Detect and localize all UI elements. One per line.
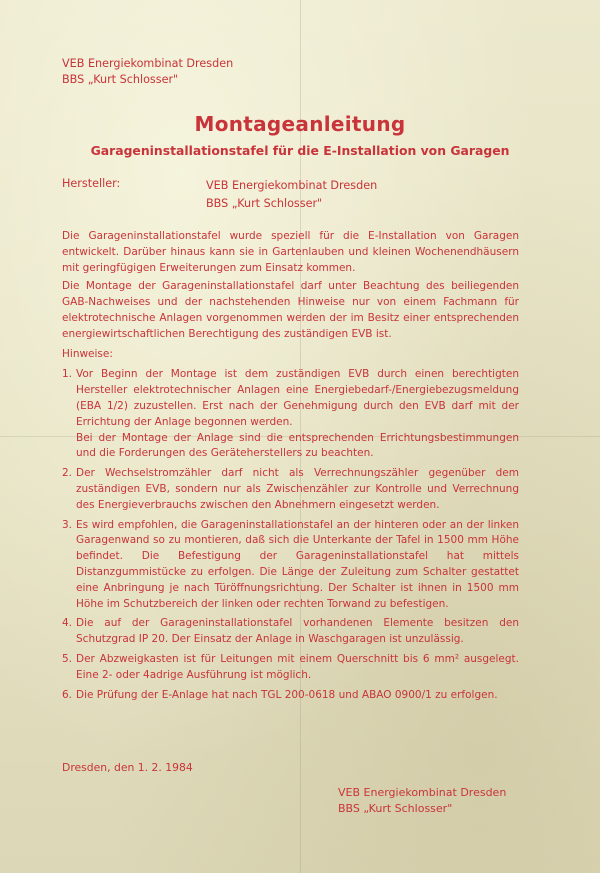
hint-text: Es wird empfohlen, die Garageninstallationstafel an der hinteren oder an der linken Garagenwand so zu montieren, daß sich die Unterkante der Tafel in 1500 mm Höhe befindet. Die Befestigung der Garageninstallationstafel hat mittels Distanzgummistücke zu erfolgen. Die Länge der Zuleitung zum Schalter gestattet eine Anbringung je nach Türöffnungsrichtung. Der Schalter ist ihnen in 1500 mm Höhe im Schutzbereich der linken oder rechten Torwand zu befestigen. — [76, 518, 519, 610]
hint-text: Vor Beginn der Montage ist dem zuständigen EVB durch einen berechtigten Hersteller elektrotechnischer Anlagen eine Energiebedarf-/Energiebezugsmeldung (EBA 1/2) zuzustellen. Erst nach der Genehmigung durch den EVB darf mit der Errichtung der Anlage begonnen werden. — [76, 368, 519, 428]
document-subtitle: Garageninstallationstafel für die E-Installation von Garagen — [90, 143, 510, 158]
hint-item — [62, 518, 519, 613]
hint-text-continued: Bei der Montage der Anlage sind die entsprechenden Errichtungsbestimmungen und die Forderungen des Geräteherstellers zu beachten. — [76, 431, 519, 460]
hint-item — [62, 652, 519, 684]
document-title: Montageanleitung — [194, 112, 406, 136]
hints-heading: Hinweise: — [62, 347, 113, 360]
hint-number: 5. — [62, 652, 73, 665]
hint-text: Der Wechselstromzähler darf nicht als Verrechnungszähler gegenüber dem zuständigen EVB, sondern nur als Zwischenzähler zur Kontrolle und Verrechnung des Energieverbrauchs zwischen den Abnehmern eingesetzt werden. — [76, 467, 519, 511]
intro-paragraph: Die Garageninstallationstafel wurde speziell für die E-Installation von Garagen entwickelt. Darüber hinaus kann sie in Gartenlauben und kleinen Wochenendhäusern mit geringfügigen Erweiterungen zum Einsatz kommen. — [62, 230, 519, 274]
sender-block — [62, 56, 233, 88]
producer-block — [206, 177, 377, 213]
hint-text: Die Prüfung der E-Anlage hat nach TGL 200-0618 und ABAO 0900/1 zu erfolgen. — [76, 688, 498, 701]
hint-text: Die auf der Garageninstallationstafel vorhandenen Elemente besitzen den Schutzgrad IP 20. Der Einsatz der Anlage in Waschgaragen ist unzulässig. — [76, 617, 519, 646]
sender-line-2: BBS „Kurt Schlosser" — [62, 73, 179, 86]
signature-line-1: VEB Energiekombinat Dresden — [338, 786, 507, 799]
hint-number: 6. — [62, 688, 73, 701]
hint-number: 2. — [62, 467, 73, 480]
producer-label: Hersteller: — [62, 177, 121, 190]
hint-item — [62, 616, 519, 648]
hint-item — [62, 367, 519, 462]
document-date: Dresden, den 1. 2. 1984 — [62, 761, 193, 774]
hint-number: 4. — [62, 617, 73, 630]
montage-paragraph: Die Montage der Garageninstallationstafel darf unter Beachtung des beiliegenden GAB-Nachweises und der nachstehenden Hinweise nur von einem Fachmann für elektrotechnische Anlagen vorgenommen werden der im Besitz einer entsprechenden energiewirtschaftlichen Berechtigung des zuständigen EVB ist. — [62, 280, 519, 340]
hint-text: Der Abzweigkasten ist für Leitungen mit einem Querschnitt bis 6 mm² ausgelegt. Eine 2- oder 4adrige Ausführung ist möglich. — [76, 652, 519, 681]
sender-line-1: VEB Energiekombinat Dresden — [62, 57, 234, 70]
signature-line-2: BBS „Kurt Schlosser" — [338, 802, 453, 815]
document-body — [62, 229, 519, 707]
producer-line-1: VEB Energiekombinat Dresden — [206, 179, 378, 192]
producer-line-2: BBS „Kurt Schlosser" — [206, 197, 323, 210]
hint-number: 1. — [62, 368, 73, 381]
hint-number: 3. — [62, 518, 73, 531]
hints-list — [62, 367, 519, 703]
hint-item — [62, 466, 519, 513]
hint-item — [62, 688, 519, 704]
signature-block — [338, 785, 506, 817]
